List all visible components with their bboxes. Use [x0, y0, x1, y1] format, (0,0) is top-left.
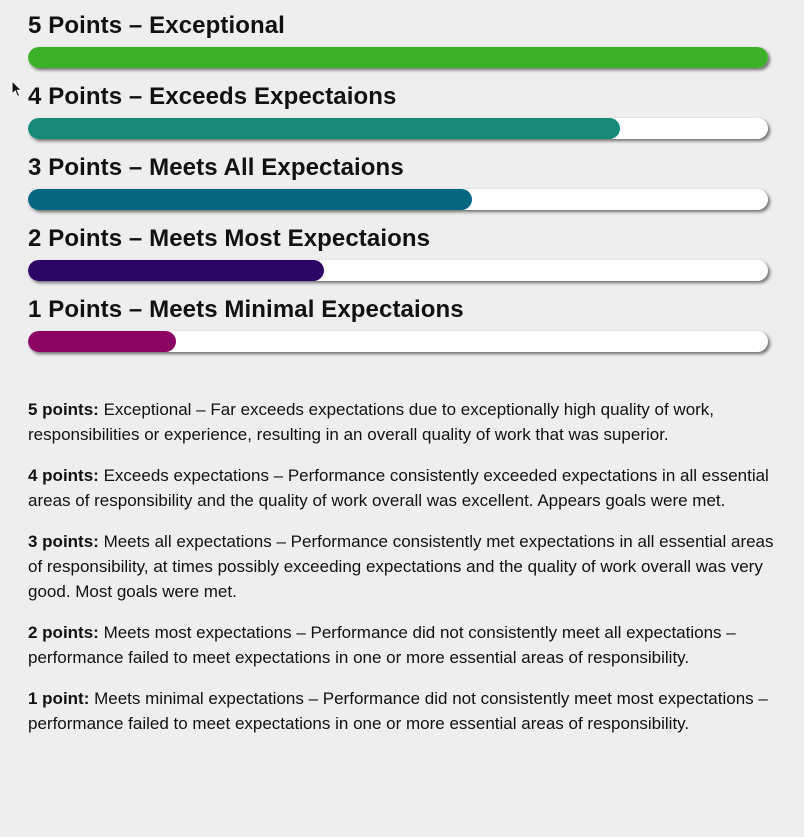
description-1-point — [28, 686, 778, 736]
description-label: 5 points: — [28, 400, 99, 419]
progress-bar-fill — [28, 118, 620, 139]
description-label: 2 points: — [28, 623, 99, 642]
progress-bar-track — [28, 189, 768, 210]
rating-1-points — [28, 294, 770, 365]
progress-bar-fill — [28, 47, 768, 68]
description-text: Exceeds expectations – Performance consistently exceeded expectations in all essential areas of responsibility and the quality of work overall was excellent. Appears goals were met. — [28, 466, 769, 510]
rating-title: 4 Points – Exceeds Expectaions — [28, 83, 397, 110]
description-text: Meets most expectations – Performance did not consistently meet all expectations – performance failed to meet expectations in one or more essential areas of responsibility. — [28, 623, 736, 667]
rating-title: 5 Points – Exceptional — [28, 12, 285, 39]
progress-bar-fill — [28, 260, 324, 281]
rating-title: 3 Points – Meets All Expectaions — [28, 154, 404, 181]
description-label: 4 points: — [28, 466, 99, 485]
description-label: 1 point: — [28, 689, 90, 708]
mouse-cursor-icon — [11, 80, 23, 98]
rating-4-points — [28, 81, 770, 152]
rating-descriptions — [28, 397, 778, 752]
rating-3-points — [28, 152, 770, 223]
progress-bar-fill — [28, 331, 176, 352]
rating-title: 1 Points – Meets Minimal Expectaions — [28, 296, 464, 323]
progress-bar-track — [28, 47, 768, 68]
rating-scale — [28, 10, 770, 365]
description-5-points — [28, 397, 778, 447]
progress-bar-track — [28, 118, 768, 139]
description-4-points — [28, 463, 778, 513]
progress-bar-track — [28, 260, 768, 281]
progress-bar-track — [28, 331, 768, 352]
progress-bar-fill — [28, 189, 472, 210]
description-label: 3 points: — [28, 532, 99, 551]
rating-2-points — [28, 223, 770, 294]
description-3-points — [28, 529, 778, 604]
rating-5-points — [28, 10, 770, 81]
description-text: Exceptional – Far exceeds expectations due to exceptionally high quality of work, responsibilities or experience, resulting in an overall quality of work that was superior. — [28, 400, 715, 444]
description-text: Meets minimal expectations – Performance did not consistently meet most expectations – performance failed to meet expectations in one or more essential areas of responsibility. — [28, 689, 768, 733]
rating-title: 2 Points – Meets Most Expectaions — [28, 225, 431, 252]
description-2-points — [28, 620, 778, 670]
description-text: Meets all expectations – Performance consistently met expectations in all essential areas of responsibility, at times possibly exceeding expectations and the quality of work overall was very good. Most goals were met. — [28, 532, 774, 601]
